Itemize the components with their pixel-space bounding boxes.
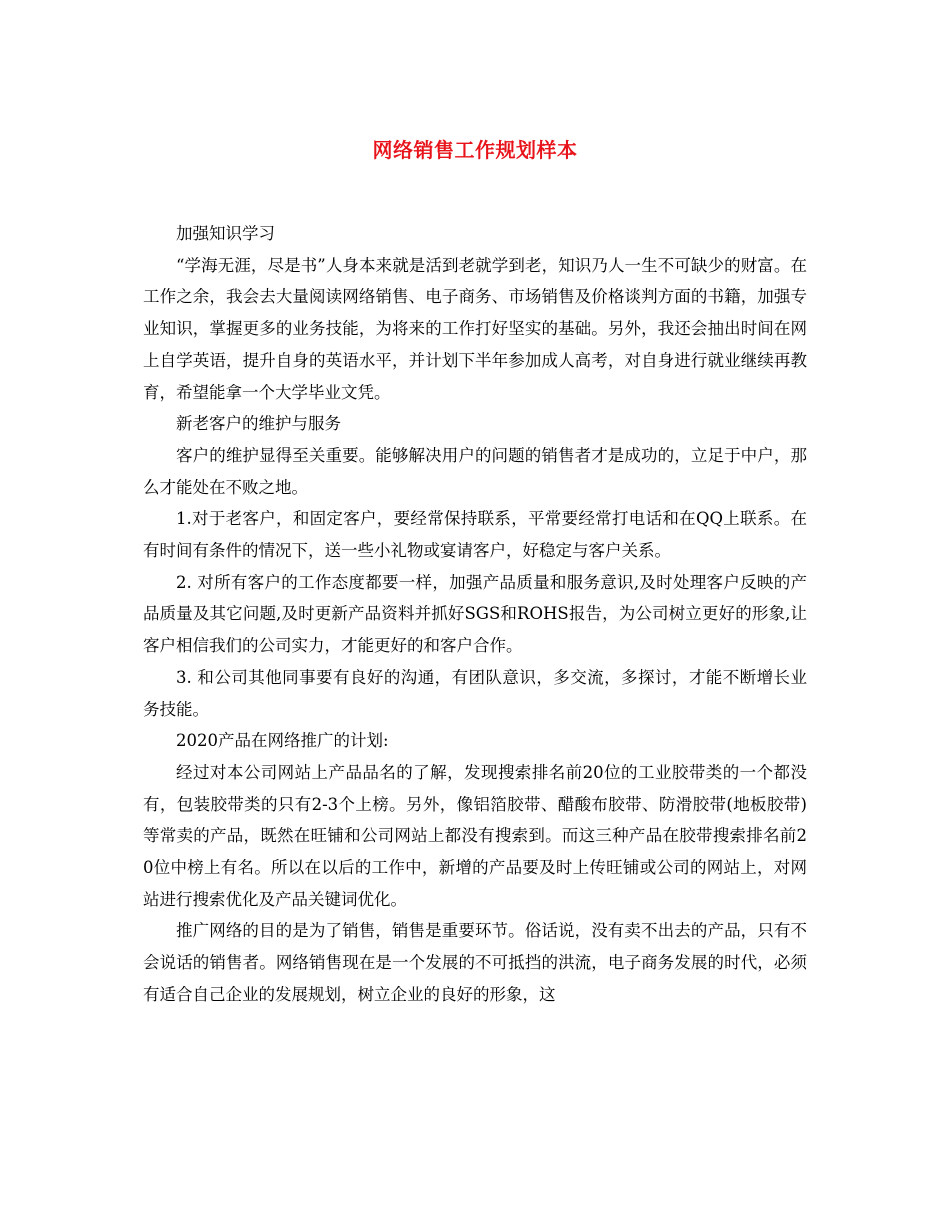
paragraph-knowledge: “学海无涯，尽是书”人身本来就是活到老就学到老，知识乃人一生不可缺少的财富。在工作之余，我会去大量阅读网络销售、电子商务、市场销售及价格谈判方面的书籍，加强专业知识，掌握更多的业务技能，为将来的工作打好坚实的基础。另外，我还会抽出时间在网上自学英语，提升自身的英语水平，并计划下半年参加成人高考，对自身进行就业继续再教育，希望能拿一个大学毕业文凭。 xyxy=(143,255,807,402)
paragraph-customers-intro: 客户的维护显得至关重要。能够解决用户的问题的销售者才是成功的，立足于中户，那么才能处在不败之地。 xyxy=(143,445,807,497)
document-body xyxy=(143,218,807,1011)
section-heading-knowledge: 加强知识学习 xyxy=(176,224,275,243)
list-item-1: 1.对于老客户，和固定客户，要经常保持联系，平常要经常打电话和在QQ上联系。在有时间有条件的情况下，送一些小礼物或宴请客户，好稳定与客户关系。 xyxy=(143,509,807,561)
section-heading-customers: 新老客户的维护与服务 xyxy=(176,414,341,434)
list-item-2: 2. 对所有客户的工作态度都要一样，加强产品质量和服务意识,及时处理客户反映的产品质量及其它问题,及时更新产品资料并抓好SGS和ROHS报告，为公司树立更好的形象,让客户相信我们的公司实力，才能更好的和客户合作。 xyxy=(143,572,807,656)
document-title: 网络销售工作规划样本 xyxy=(372,138,578,162)
paragraph-sales-goal: 推广网络的目的是为了销售，销售是重要环节。俗话说，没有卖不出去的产品，只有不会说话的销售者。网络销售现在是一个发展的不可抵挡的洪流，电子商务发展的时代，必须有适合自己企业的发展规划，树立企业的良好的形象，这 xyxy=(143,921,807,1004)
paragraph-promotion: 经过对本公司网站上产品品名的了解，发现搜索排名前20位的工业胶带类的一个都没有，包装胶带类的只有2-3个上榜。另外，像铝箔胶带、醋酸布胶带、防滑胶带(地板胶带)等常卖的产品，既然在旺铺和公司网站上都没有搜索到。而这三种产品在胶带搜索排名前20位中榜上有名。所以在以后的工作中，新增的产品要及时上传旺铺或公司的网站上，对网站进行搜索优化及产品关键词优化。 xyxy=(143,762,807,909)
list-item-3: 3. 和公司其他同事要有良好的沟通，有团队意识，多交流，多探讨，才能不断增长业务技能。 xyxy=(143,667,807,719)
section-heading-promotion: 2020产品在网络推广的计划: xyxy=(176,731,389,751)
